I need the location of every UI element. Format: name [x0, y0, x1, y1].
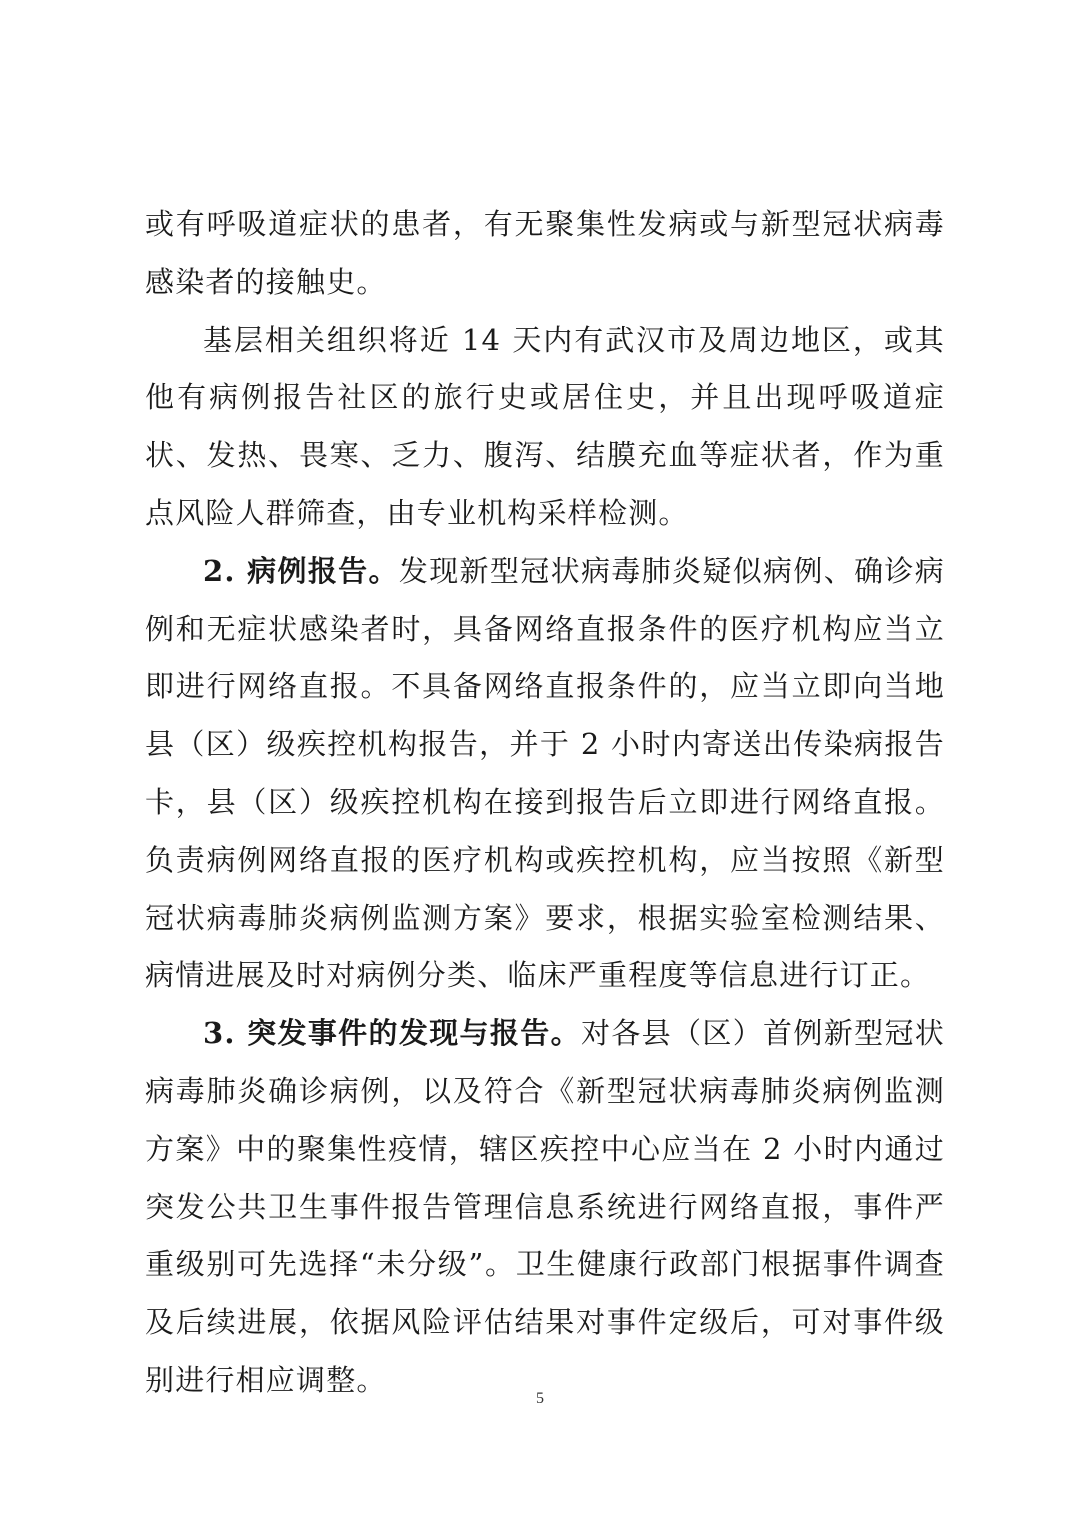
paragraph-text: 或有呼吸道症状的患者，有无聚集性发病或与新型冠状病毒感染者的接触史。	[145, 207, 945, 299]
paragraph-text: 对各县（区）首例新型冠状病毒肺炎确诊病例，以及符合《新型冠状病毒肺炎病例监测方案》中的聚集性疫情，辖区疾控中心应当在 2 小时内通过突发公共卫生事件报告管理信息系统进行网络直报，事件严重级别可先选择“未分级”。卫生健康行政部门根据事件调查及后续进展，依据风险评估结果对事件定级后，可对事件级别进行相应调整。	[145, 1016, 946, 1397]
section-heading: 3. 突发事件的发现与报告。	[203, 1016, 581, 1051]
paragraph-text: 发现新型冠状病毒肺炎疑似病例、确诊病例和无症状感染者时，具备网络直报条件的医疗机构应当立即进行网络直报。不具备网络直报条件的，应当立即向当地县（区）级疾控机构报告，并于 2 小时内寄送出传染病报告卡，县（区）级疾控机构在接到报告后立即进行网络直报。负责病例网络直报的医疗机构或疾控机构，应当按照《新型冠状病毒肺炎病例监测方案》要求，根据实验室检测结果、病情进展及时对病例分类、临床严重程度等信息进行订正。	[145, 553, 945, 993]
page-number: 5	[536, 1390, 544, 1407]
section-heading: 2. 病例报告。	[203, 553, 399, 588]
paragraph-text: 基层相关组织将近 14 天内有武汉市及周边地区，或其他有病例报告社区的旅行史或居住史，并且出现呼吸道症状、发热、畏寒、乏力、腹泻、结膜充血等症状者，作为重点风险人群筛查，由专业机构采样检测。	[145, 322, 945, 530]
document-body	[145, 196, 945, 1410]
paragraph-emergency-report	[145, 1005, 945, 1410]
paragraph-continuation	[145, 196, 945, 312]
paragraph-screening	[145, 312, 945, 543]
paragraph-case-report	[145, 543, 945, 1005]
